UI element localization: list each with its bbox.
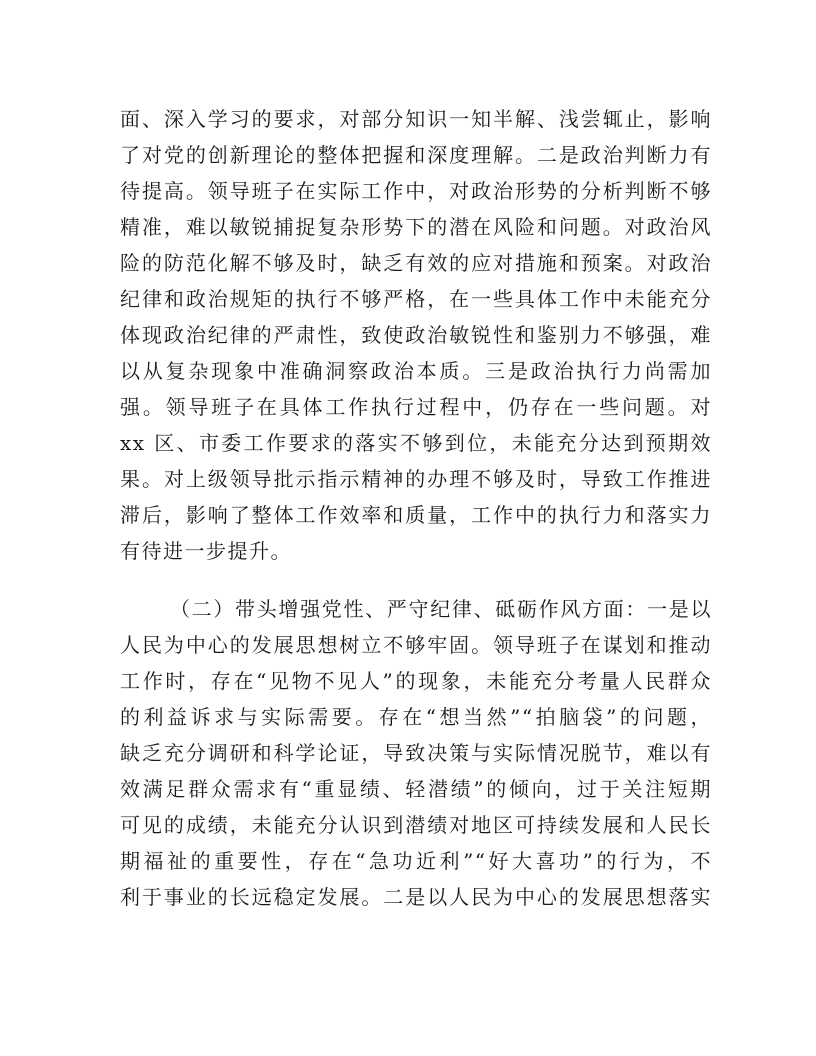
text-line: 精准，难以敏锐捕捉复杂形势下的潜在风险和问题。对政治风 — [120, 215, 712, 239]
text-line: 缺乏充分调研和科学论证，导致决策与实际情况脱节，难以有 — [120, 741, 712, 765]
text-line: 人民为中心的发展思想树立不够牢固。领导班子在谋划和推动 — [120, 633, 712, 657]
text-line: 可见的成绩，未能充分认识到潜绩对地区可持续发展和人民长 — [120, 813, 712, 837]
text-line: 的利益诉求与实际需要。存在“想当然”“拍脑袋”的问题， — [120, 705, 712, 729]
text-line: 期福祉的重要性，存在“急功近利”“好大喜功”的行为，不 — [120, 849, 712, 873]
text-line: 果。对上级领导批示指示精神的办理不够及时，导致工作推进 — [120, 467, 712, 491]
text-line: 待提高。领导班子在实际工作中，对政治形势的分析判断不够 — [120, 179, 712, 203]
text-line: 有待进一步提升。 — [120, 539, 292, 563]
text-line: 了对党的创新理论的整体把握和深度理解。二是政治判断力有 — [120, 143, 712, 167]
text-line: 以从复杂现象中准确洞察政治本质。三是政治执行力尚需加 — [120, 359, 712, 383]
text-line: 工作时，存在“见物不见人”的现象，未能充分考量人民群众 — [120, 669, 712, 693]
text-line: 体现政治纪律的严肃性，致使政治敏锐性和鉴别力不够强，难 — [120, 323, 712, 347]
text-line: xx 区、市委工作要求的落实不够到位，未能充分达到预期效 — [120, 431, 712, 455]
text-line: 纪律和政治规矩的执行不够严格，在一些具体工作中未能充分 — [120, 287, 712, 311]
text-line-indented: （二）带头增强党性、严守纪律、砥砺作风方面：一是以 — [170, 597, 712, 621]
text-line: 滞后，影响了整体工作效率和质量，工作中的执行力和落实力 — [120, 503, 712, 527]
text-line: 效满足群众需求有“重显绩、轻潜绩”的倾向，过于关注短期 — [120, 777, 712, 801]
text-line: 强。领导班子在具体工作执行过程中，仍存在一些问题。对 — [120, 395, 712, 419]
text-line: 面、深入学习的要求，对部分知识一知半解、浅尝辄止，影响 — [120, 107, 712, 131]
text-line: 利于事业的长远稳定发展。二是以人民为中心的发展思想落实 — [120, 885, 712, 909]
text-line: 险的防范化解不够及时，缺乏有效的应对措施和预案。对政治 — [120, 251, 712, 275]
